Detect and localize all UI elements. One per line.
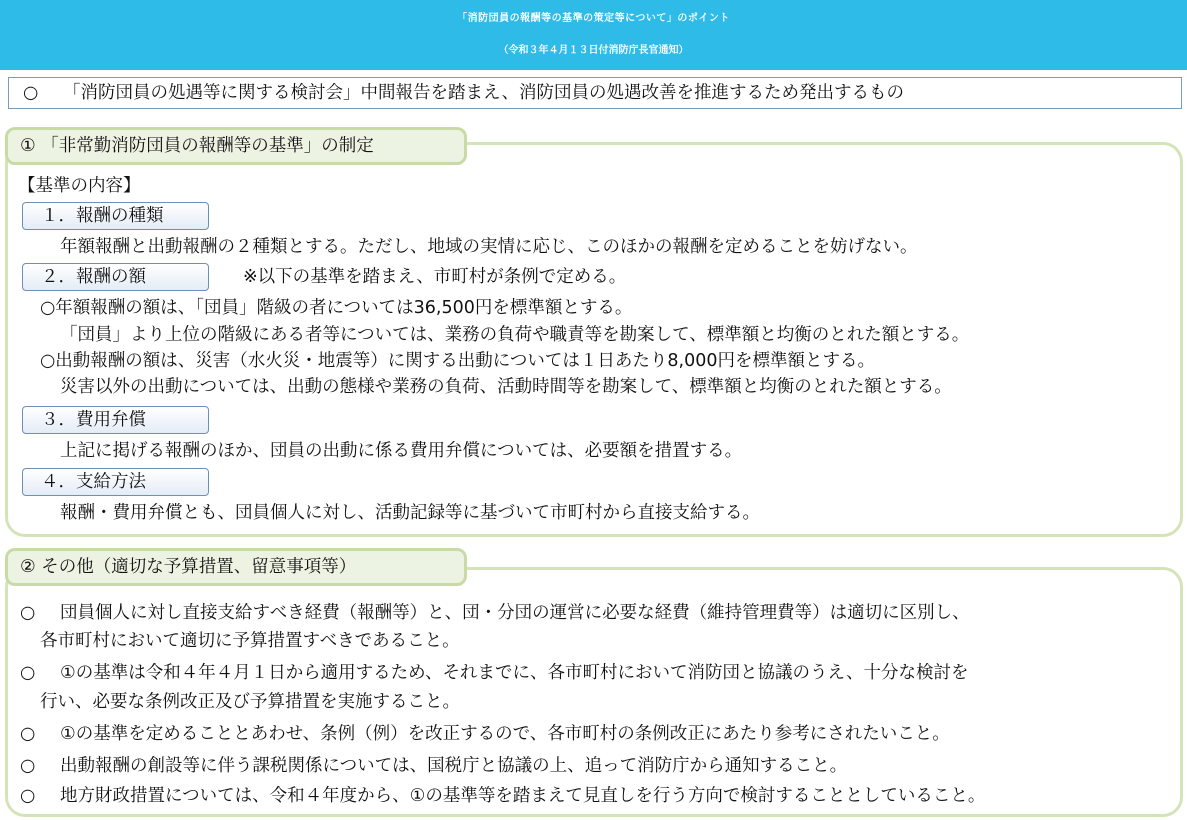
other-bullet-1-line-1: 団員個人に対し直接支給すべき経費（報酬等）と、団・分団の運営に必要な経費（維持管理費等）は適切に区別し、 [60,603,970,623]
bullet-icon: ○ [23,83,39,103]
item-2-label: ２．報酬の額 [22,263,209,291]
item-2-line-4: 災害以外の出動については、出動の態様や業務の負荷、活動時間等を勘案して、標準額と均衡のとれた額とする。 [60,377,952,397]
bullet-icon: ○ [20,756,36,776]
title-line-2: （令和３年４月１３日付消防庁長官通知） [498,45,689,56]
other-bullet-4 [20,754,847,778]
bullet-icon: ○ [20,663,36,683]
other-bullet-2-line-1: ①の基準は令和４年４月１日から適用するため、それまでに、各市町村において消防団と協議のうえ、十分な検討を [60,663,969,683]
title-line-1: 「消防団員の報酬等の基準の策定等について」のポイント [457,13,730,24]
other-bullet-1 [20,601,970,625]
item-2-line-3: ○出動報酬の額は、災害（水火災・地震等）に関する出動については１日あたり8,000円を標準額とする。 [40,351,876,371]
intro-text: 「消防団員の処遇等に関する検討会」中間報告を踏まえ、消防団員の処遇改善を推進するため発出するもの [63,83,905,103]
item-4-label: ４．支給方法 [22,468,209,496]
item-4-text: 報酬・費用弁償とも、団員個人に対し、活動記録等に基づいて市町村から直接支給する。 [60,503,760,523]
other-bullet-3-text: ①の基準を定めることとあわせ、条例（例）を改正するので、各市町村の条例改正にあたり参考にされたいこと。 [60,724,950,744]
intro-box [8,77,1182,109]
item-1-label: １．報酬の種類 [22,202,209,230]
section-1-tab: ① 「非常勤消防団員の報酬等の基準」の制定 [5,127,467,165]
other-bullet-3 [20,722,950,746]
section-2-tab: ② その他（適切な予算措置、留意事項等） [5,548,467,586]
item-2-line-2: 「団員」より上位の階級にある者等については、業務の負荷や職責等を勘案して、標準額と均衡のとれた額とする。 [60,325,970,345]
other-bullet-2-line-2: 行い、必要な条例改正及び予算措置を実施すること。 [40,692,460,712]
item-2-line-1: ○年額報酬の額は、「団員」階級の者については36,500円を標準額とする。 [40,298,633,318]
item-3-text: 上記に掲げる報酬のほか、団員の出動に係る費用弁償については、必要額を措置する。 [60,441,743,461]
bullet-icon: ○ [20,786,36,806]
other-bullet-5-text: 地方財政措置については、令和４年度から、①の基準等を踏まえて見直しを行う方向で検討することとしていること。 [60,786,986,806]
title-banner [0,0,1187,70]
other-bullet-5 [20,784,985,808]
item-3-label: ３．費用弁償 [22,406,209,434]
bullet-icon: ○ [20,603,36,623]
item-2-note: ※以下の基準を踏まえ、市町村が条例で定める。 [243,267,627,287]
item-1-text: 年額報酬と出動報酬の２種類とする。ただし、地域の実情に応じ、このほかの報酬を定めることを妨げない。 [60,237,918,257]
criteria-heading: 【基準の内容】 [18,176,141,196]
bullet-icon: ○ [20,724,36,744]
other-bullet-4-text: 出動報酬の創設等に伴う課税関係については、国税庁と協議の上、追って消防庁から通知すること。 [60,756,848,776]
other-bullet-1-line-2: 各市町村において適切に予算措置すべきであること。 [40,631,460,651]
other-bullet-2 [20,661,969,685]
